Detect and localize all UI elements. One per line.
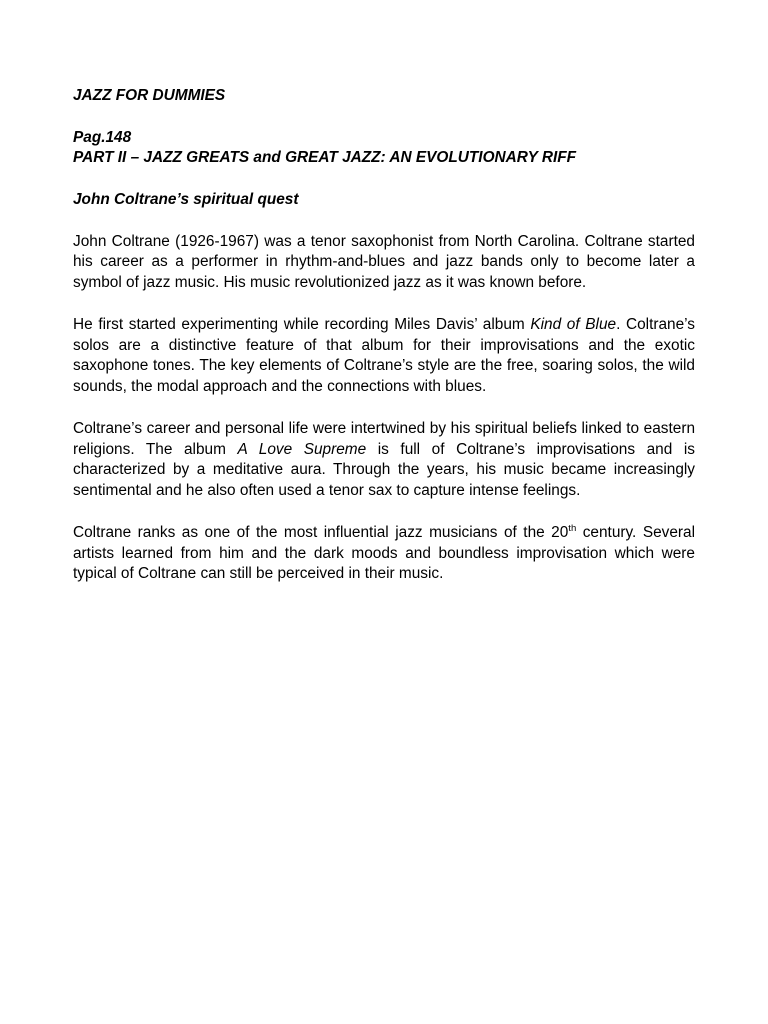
document-page <box>73 86 695 585</box>
spacer <box>73 294 695 315</box>
page-reference: Pag.148 <box>73 128 132 146</box>
paragraph-1: John Coltrane (1926-1967) was a tenor saxophonist from North Carolina. Coltrane started his career as a performer in rhythm-and-blues and jazz bands only to become later a symbol of jazz music. His music revolutionized jazz as it was known before. <box>73 232 695 292</box>
paragraph-3-text-b: is full of Coltrane’s improvisations and is characterized by a meditative aura. Through the years, his music became increasingly sentimental and he also often used a tenor sax to capture intense feelings. <box>73 440 695 500</box>
paragraph-2 <box>73 315 695 398</box>
book-title: JAZZ FOR DUMMIES <box>73 87 226 104</box>
paragraph-2-text-a: He first started experimenting while recording Miles Davis’ album <box>73 315 531 333</box>
paragraph-4-text-a: Coltrane ranks as one of the most influential jazz musicians of the 20 <box>73 523 569 541</box>
paragraph-4-text-b: century. Several artists learned from him and the dark moods and boundless improvisation which were typical of Coltrane can still be perceived in their music. <box>73 523 696 583</box>
paragraph-3 <box>73 419 695 502</box>
spacer <box>73 211 695 232</box>
album-title-a-love-supreme: A Love Supreme <box>237 440 367 458</box>
paragraph-2-text-b: . Coltrane’s solos are a distinctive feature of that album for their improvisations and the exotic saxophone tones. The key elements of Coltrane’s style are the free, soaring solos, the wild sounds, the modal approach and the connections with blues. <box>73 315 696 396</box>
album-title-kind-of-blue: Kind of Blue <box>530 315 617 333</box>
spacer <box>73 169 695 190</box>
spacer <box>73 502 695 523</box>
ordinal-suffix: th <box>568 522 577 534</box>
spacer <box>73 107 695 128</box>
spacer <box>73 398 695 419</box>
paragraph-4 <box>73 523 695 585</box>
part-title: PART II – JAZZ GREATS and GREAT JAZZ: AN EVOLUTIONARY RIFF <box>73 149 577 167</box>
paragraph-3-text-a: Coltrane’s career and personal life were intertwined by his spiritual beliefs linked to eastern religions. The album <box>73 419 695 458</box>
section-title: John Coltrane’s spiritual quest <box>73 190 299 208</box>
